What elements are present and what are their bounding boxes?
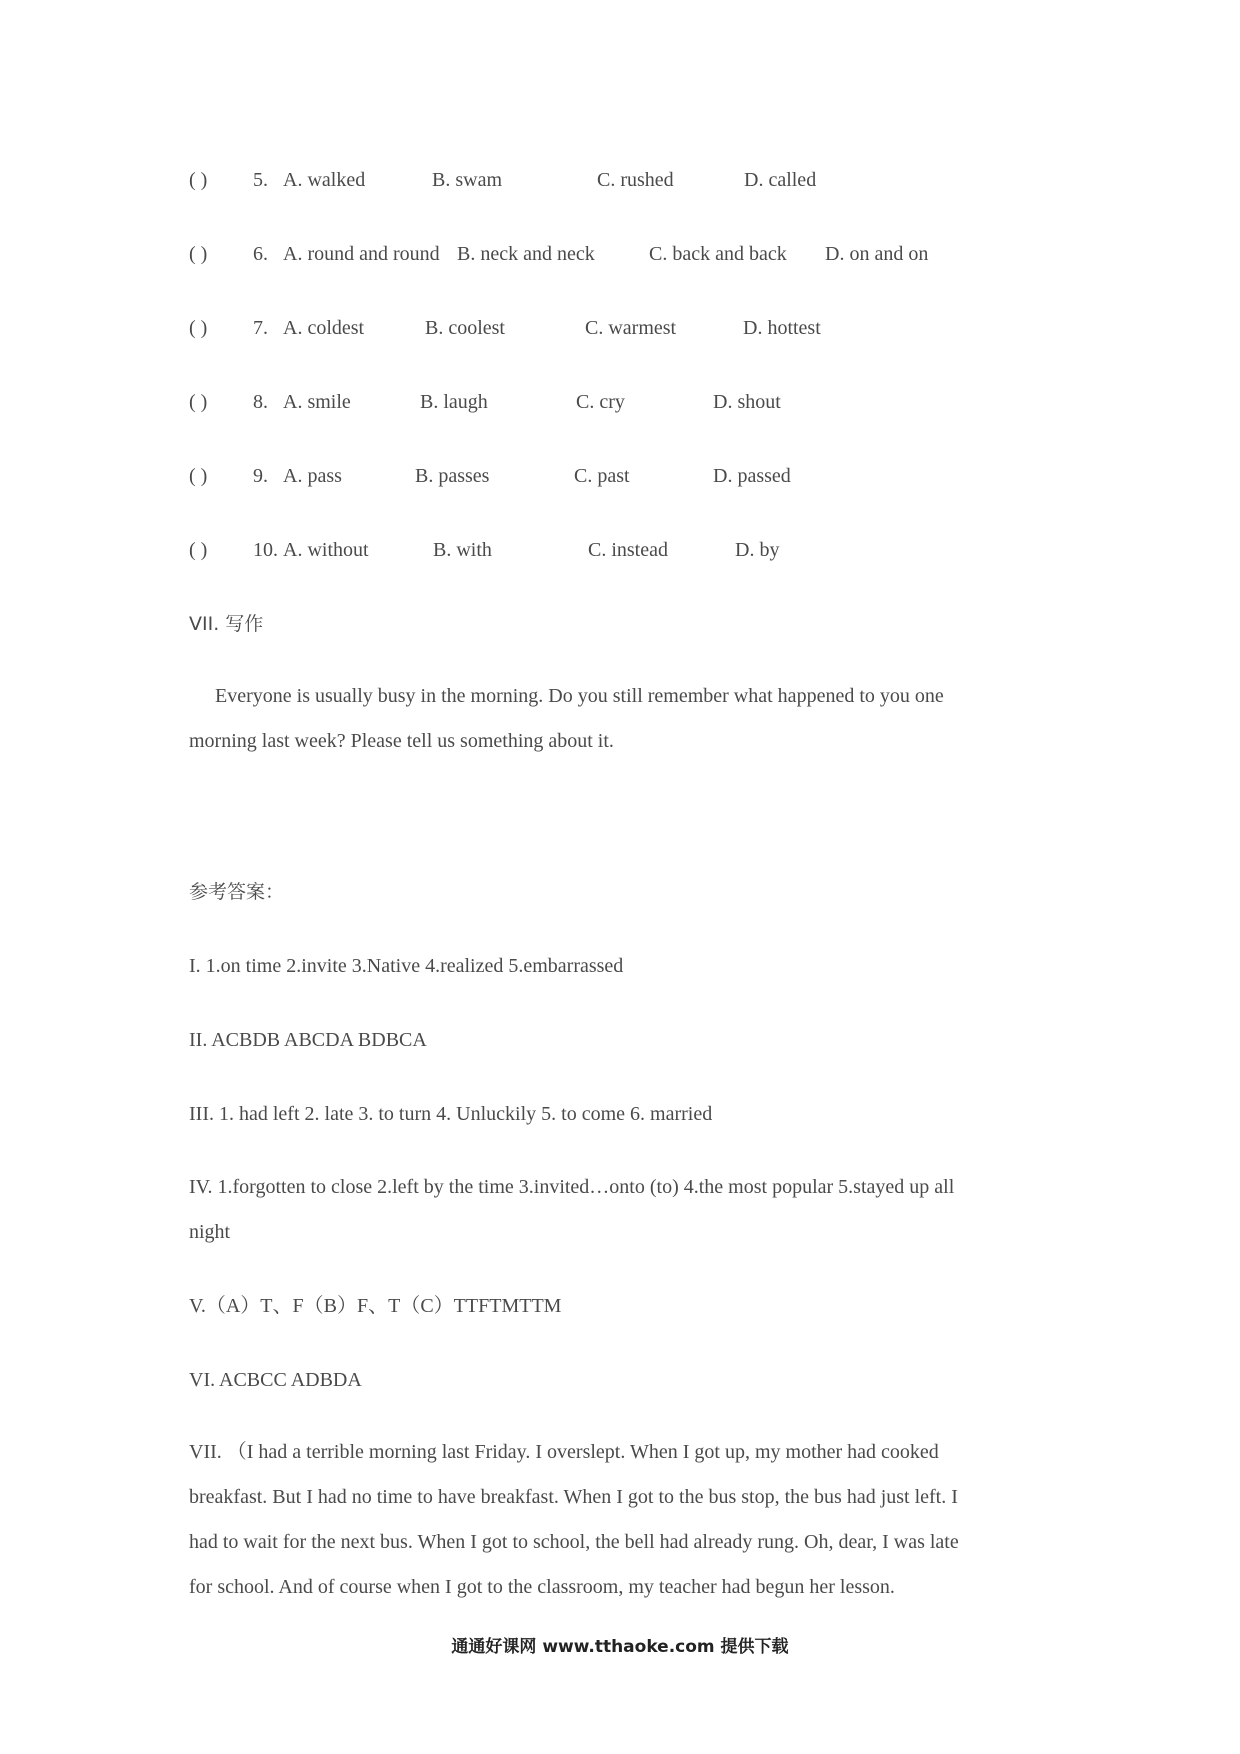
answer-vii-line: breakfast. But I had no time to have breakfast. When I got to the bus stop, the bus had just left. I xyxy=(189,1486,958,1508)
answer-paren: ( ) xyxy=(189,169,208,191)
question-number: 5. xyxy=(253,169,268,191)
option-c: C. instead xyxy=(588,539,668,561)
question-number: 7. xyxy=(253,317,268,339)
answer-ii: II. ACBDB ABCDA BDBCA xyxy=(189,1029,427,1051)
option-a: A. round and round xyxy=(283,243,440,265)
answer-vii-line: had to wait for the next bus. When I got to school, the bell had already rung. Oh, dear, I was late xyxy=(189,1531,959,1553)
option-d: D. hottest xyxy=(743,317,821,339)
writing-prompt-line: morning last week? Please tell us something about it. xyxy=(189,730,614,752)
answer-paren: ( ) xyxy=(189,317,208,339)
answer-iv xyxy=(189,1165,1069,1255)
answer-paren: ( ) xyxy=(189,465,208,487)
option-a: A. without xyxy=(283,539,369,561)
option-b: B. neck and neck xyxy=(457,243,595,265)
answer-vii-line: for school. And of course when I got to the classroom, my teacher had begun her lesson. xyxy=(189,1576,895,1598)
option-d: D. passed xyxy=(713,465,791,487)
option-b: B. coolest xyxy=(425,317,505,339)
answer-vii-line: VII. （I had a terrible morning last Friday. I overslept. When I got up, my mother had cooked xyxy=(189,1441,939,1463)
answer-paren: ( ) xyxy=(189,539,208,561)
option-d: D. called xyxy=(744,169,817,191)
option-c: C. rushed xyxy=(597,169,674,191)
question-number: 6. xyxy=(253,243,268,265)
writing-prompt-line: Everyone is usually busy in the morning. Do you still remember what happened to you one xyxy=(215,685,944,707)
option-a: A. pass xyxy=(283,465,342,487)
option-a: A. walked xyxy=(283,169,366,191)
answer-vii xyxy=(189,1430,1069,1610)
option-b: B. swam xyxy=(432,169,502,191)
option-d: D. shout xyxy=(713,391,781,413)
answer-i: I. 1.on time 2.invite 3.Native 4.realized 5.embarrassed xyxy=(189,955,624,977)
option-d: D. by xyxy=(735,539,780,561)
answer-iv-line: night xyxy=(189,1221,231,1243)
question-number: 8. xyxy=(253,391,268,413)
answer-vi: VI. ACBCC ADBDA xyxy=(189,1369,362,1391)
option-c: C. cry xyxy=(576,391,625,413)
option-b: B. laugh xyxy=(420,391,488,413)
question-number: 9. xyxy=(253,465,268,487)
page-footer: 通通好课网 www.tthaoke.com 提供下载 xyxy=(451,1637,789,1657)
answers-heading: 参考答案： xyxy=(189,881,285,903)
option-a: A. smile xyxy=(283,391,351,413)
writing-prompt xyxy=(189,674,1069,764)
option-c: C. warmest xyxy=(585,317,677,339)
writing-heading: VII. 写作 xyxy=(189,613,264,635)
answer-paren: ( ) xyxy=(189,391,208,413)
option-b: B. with xyxy=(433,539,492,561)
option-c: C. past xyxy=(574,465,630,487)
answer-paren: ( ) xyxy=(189,243,208,265)
question-number: 10. xyxy=(253,539,278,561)
answer-iii: III. 1. had left 2. late 3. to turn 4. Unluckily 5. to come 6. married xyxy=(189,1103,713,1125)
option-c: C. back and back xyxy=(649,243,787,265)
answer-iv-line: IV. 1.forgotten to close 2.left by the time 3.invited…onto (to) 4.the most popular 5.stayed up all xyxy=(189,1176,955,1198)
option-a: A. coldest xyxy=(283,317,365,339)
option-b: B. passes xyxy=(415,465,490,487)
answer-v: V.（A）T、F（B）F、T（C）TTFTMTTM xyxy=(189,1295,562,1317)
option-d: D. on and on xyxy=(825,243,929,265)
